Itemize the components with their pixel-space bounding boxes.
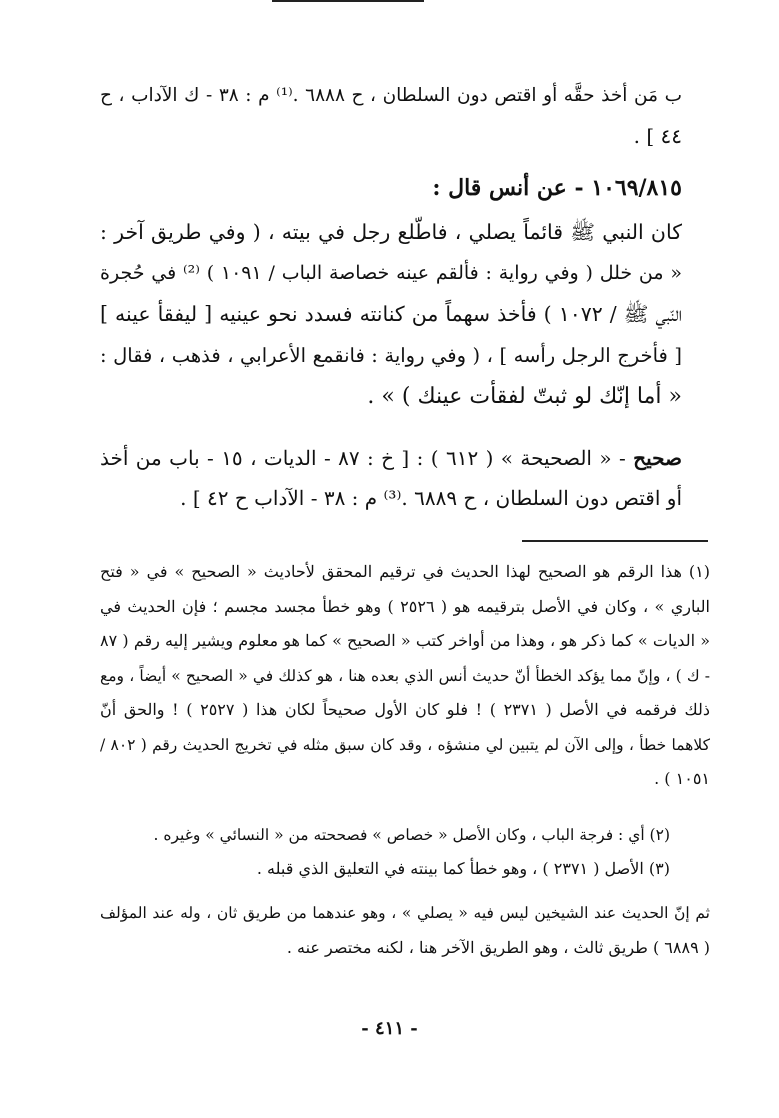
hadith-number: ١٠٦٩/٨١٥ - عن أنس قال : <box>432 175 682 201</box>
text-line: كان النبي ﷺ قائماً يصلي ، فاطّلع رجل في بيته ، ( وفي طريق آخر : <box>100 220 682 244</box>
footnote-line: ذلك فرقمه في الأصل ( ٢٣٧١ ) ! فلو كان الأول صحيحاً لكان هذا ( ٢٥٢٧ ) ! والحق أنّ <box>100 700 710 719</box>
text-line: أو اقتص دون السلطان ، ح ٦٨٨٩ .⁽³⁾ م : ٣٨ - الآداب ح ٤٢ ] . <box>180 486 682 510</box>
continuation-text <box>100 76 682 156</box>
hadith-text <box>100 212 682 417</box>
text-line: ٤٤ ] . <box>633 124 682 148</box>
footnote-1 <box>100 555 710 797</box>
footnote-line: الباري » ، وكان في الأصل بترقيمه هو ( ٢٥٢٦ ) وهو خطأ مجسد مجسم ؛ فإن الحديث في <box>100 596 710 616</box>
footnote-line: كلاهما خطأ ، وإلى الآن لم يتبين لي منشؤه ، وقد كان سبق مثله في تخريج الحديث رقم ( ٨٠٢ / <box>100 735 710 754</box>
footnote-line: ١٠٥١ ) . <box>654 769 710 788</box>
footnote-3-continued <box>100 896 710 965</box>
footnote-line: ثم إنّ الحديث عند الشيخين ليس فيه « يصلي » ، وهو عندهما من طريق ثان ، وله عند المؤلف <box>100 904 710 922</box>
footnote-2 <box>140 818 670 853</box>
page-number: - ٤١١ - <box>361 1018 418 1039</box>
hadith-heading <box>100 168 682 208</box>
text-line: « من خلل ( وفي رواية : فألقم عينه خصاصة الباب / ١٠٩١ ) ⁽²⁾ في حُجرة <box>100 262 682 284</box>
takhrij <box>100 438 682 518</box>
footnote-line: - ك ) ، وإنّ مما يؤكد الخطأ أنّ حديث أنس الذي بعده هنا ، هو كذلك في « الصحيح » أيضاً ، ومع <box>100 666 710 685</box>
text-line: [ فأخرج الرجل رأسه ] ، ( وفي رواية : فانقمع الأعرابي ، فذهب ، فقال : <box>100 344 682 367</box>
footnote-line: ( ٦٨٨٩ ) طريق ثالث ، وهو الطريق الآخر هنا ، لكنه مختصر عنه . <box>286 937 710 957</box>
grade-label: صحيح <box>633 446 683 470</box>
footnote-line: (٣) الأصل ( ٢٣٧١ ) ، وهو خطأ كما بينته في التعليق الذي قبله . <box>256 859 670 878</box>
text-line <box>100 438 682 478</box>
footnote-line: (١) هذا الرقم هو الصحيح لهذا الحديث في ترقيم المحقق لأحاديث « الصحيح » في « فتح <box>100 562 710 581</box>
footnote-rule <box>522 540 708 542</box>
top-rule <box>272 0 424 2</box>
grade-text: - « الصحيحة » ( ٦١٢ ) : [ خ : ٨٧ - الديات ، ١٥ - باب من أخذ <box>100 446 626 470</box>
footnote-line: « الديات » كما ذكر هو ، وهذا من أواخر كتب « الصحيح » كما هو معلوم ويشير إليه رقم ( ٨٧ <box>100 631 710 650</box>
footnote-line: (٢) أي : فرجة الباب ، وكان الأصل « خصاص » فصححته من « النسائي » وغيره . <box>153 826 670 844</box>
footnote-3 <box>140 852 670 887</box>
text-line: « أما إنّك لو ثبتّ لفقأت عينك ) » . <box>367 384 682 409</box>
text-line: النّبي ﷺ / ١٠٧٢ ) فأخذ سهماً من كنانته فسدد نحو عينيه [ ليفقأ عينه ] <box>100 302 682 326</box>
text-line: ب مَن أخذ حقَّه أو اقتص دون السلطان ، ح ٦٨٨٨ .⁽¹⁾ م : ٣٨ - ك الآداب ، ح <box>100 85 682 106</box>
